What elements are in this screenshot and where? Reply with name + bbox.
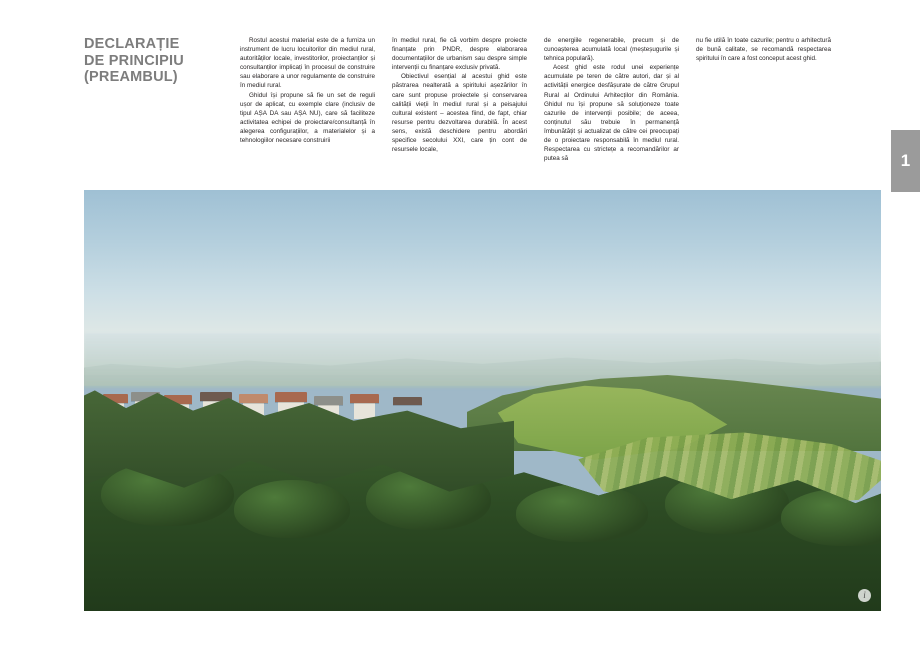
house-roof: [314, 396, 343, 405]
paragraph: Obiectivul esențial al acestui ghid este păstrarea nealterată a spiritului așezărilor în care sunt propuse proiectele și conservarea calității vieții în mediul rural și a peisajului cultural existent – acestea fiind, de fapt, chiar resurse pentru dezvoltarea durabilă. În acest sens, există deschidere pentru abordări specifice secolului XXI, care țin cont de resursele locale,: [392, 73, 527, 154]
page-title-line-2: DE PRINCIPIU: [84, 52, 184, 69]
paragraph: Rostul acestui material este de a furniza un instrument de lucru locuitorilor din mediul rural, autorităților locale, investitorilor, proiectanților și consultanților implicați în procesul de construire sau elaborare a unor regulamente de construire în mediul rural.: [240, 37, 375, 90]
body-text-columns: [240, 36, 880, 181]
text-column-3: [544, 36, 679, 181]
text-column-4: [696, 36, 831, 181]
page-title: [84, 36, 224, 86]
landscape-photo: [84, 190, 881, 611]
house-roof: [275, 392, 307, 401]
paragraph: Ghidul își propune să fie un set de reguli ușor de aplicat, cu exemple clare (inclusiv de tipul AȘA DA sau AȘA NU), care să faciliteze activitatea echipei de proiectare/consultanță în alegerea configurațiilor, a materialelor și a tehnologiilor necesare construirii: [240, 91, 375, 145]
page-number: 1: [900, 151, 911, 170]
photo-credit-badge: [858, 589, 871, 602]
foreground-shrub: [781, 488, 881, 546]
paragraph: nu fie utilă în toate cazurile; pentru o arhitectură de bună calitate, se recomandă respectarea spiritului în care a fost conceput acest ghid.: [696, 37, 831, 63]
page-title-line-1: DECLARAȚIE: [84, 36, 180, 52]
foreground-shrub: [234, 480, 350, 538]
house-roof: [239, 394, 268, 403]
foreground-shrub: [516, 484, 649, 542]
house-wall: [354, 403, 376, 420]
house-roof: [393, 397, 422, 405]
paragraph: Acest ghid este rodul unei experiențe acumulate pe teren de către autori, dar și al activității energice desfășurate de către Grupul Rural al Ordinului Arhitecților din România. Ghidul nu își propune să soluționeze toate cazurile de intervenții posibile; de aceea, conținutul său trebuie în permanență îmbunătățit și actualizat de către cei preocupați de o proiectare responsabilă în mediul rural. Respectarea cu strictețe a recomandărilor ar putea să: [544, 64, 679, 163]
house-roof: [350, 394, 379, 403]
paragraph: de energiile regenerabile, precum și de cunoașterea acumulată local (meșteșugurile și tehnica populară).: [544, 37, 679, 63]
text-column-1: [240, 36, 375, 181]
photo-credit-label: i: [863, 590, 866, 600]
paragraph: în mediul rural, fie că vorbim despre proiecte finanțate prin PNDR, despre elaborarea documentațiilor de urbanism sau despre simple intervenții cu finanțare exclusiv privată.: [392, 37, 527, 72]
page-title-line-3: (PREAMBUL): [84, 69, 178, 85]
text-column-2: [392, 36, 527, 181]
page-number-tab: [891, 130, 920, 192]
